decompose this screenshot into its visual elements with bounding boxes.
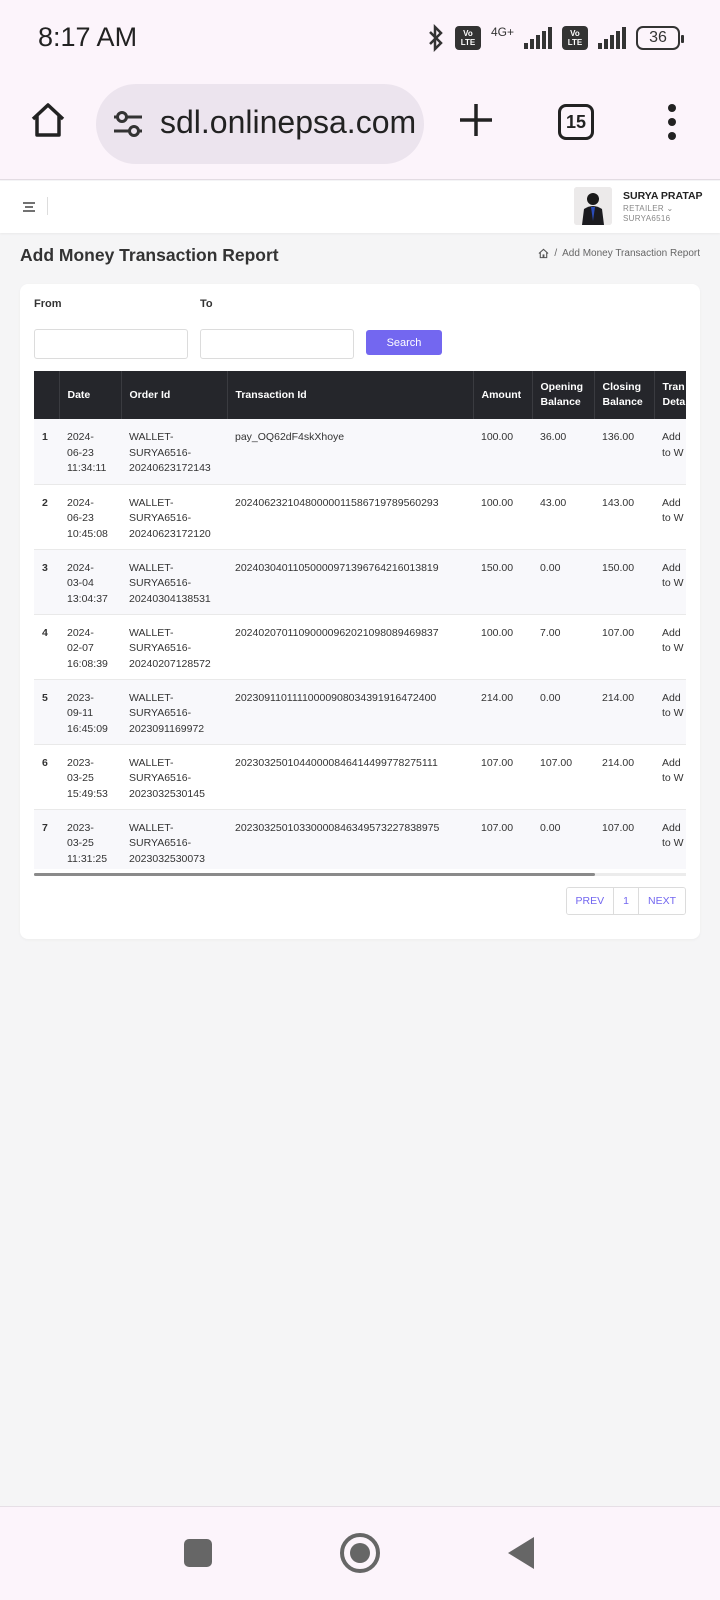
user-name[interactable]: SURYA PRATAP xyxy=(623,190,703,202)
column-header[interactable]: Opening Balance xyxy=(532,371,594,419)
date-cell: 2023- 03-25 15:49:53 xyxy=(59,744,121,809)
signal-icon-2 xyxy=(598,27,626,49)
closing-balance-cell: 136.00 xyxy=(594,419,654,484)
closing-balance-cell: 143.00 xyxy=(594,484,654,549)
page-title: Add Money Transaction Report xyxy=(20,245,279,265)
system-nav-bar xyxy=(0,1506,720,1600)
more-vert-icon[interactable] xyxy=(660,102,684,142)
scrollbar-thumb[interactable] xyxy=(34,873,595,876)
network-type: 4G+ xyxy=(490,25,514,39)
amount-cell: 107.00 xyxy=(473,809,532,869)
transaction-table-container[interactable] xyxy=(34,371,686,869)
transaction-detail-cell: Add to W xyxy=(654,809,686,869)
back-icon[interactable] xyxy=(508,1537,534,1569)
signal-icon xyxy=(524,27,552,49)
transaction-id-cell: pay_OQ62dF4skXhoye xyxy=(227,419,473,484)
column-header[interactable]: Date xyxy=(59,371,121,419)
breadcrumb xyxy=(538,248,700,259)
order-id-cell: WALLET- SURYA6516- 20240304138531 xyxy=(121,549,227,614)
row-number: 4 xyxy=(34,614,59,679)
transaction-detail-cell: Add to W xyxy=(654,549,686,614)
transaction-id-cell: 20240304011050000971396764216013819 xyxy=(227,549,473,614)
status-bar xyxy=(0,0,720,78)
column-header[interactable]: Closing Balance xyxy=(594,371,654,419)
pagination xyxy=(566,887,686,915)
transaction-detail-cell: Add to W xyxy=(654,484,686,549)
transaction-detail-cell: Add to W xyxy=(654,744,686,809)
amount-cell: 100.00 xyxy=(473,614,532,679)
row-number: 7 xyxy=(34,809,59,869)
table-row xyxy=(34,679,686,744)
volte-icon: Vo LTE xyxy=(455,26,481,50)
menu-icon[interactable] xyxy=(22,201,36,213)
opening-balance-cell: 43.00 xyxy=(532,484,594,549)
status-icons xyxy=(427,22,680,54)
opening-balance-cell: 0.00 xyxy=(532,679,594,744)
home-nav-icon[interactable] xyxy=(340,1533,380,1573)
user-code: SURYA6516 xyxy=(623,214,671,223)
row-number: 2 xyxy=(34,484,59,549)
table-row xyxy=(34,614,686,679)
recents-icon[interactable] xyxy=(184,1539,212,1567)
status-time: 8:17 AM xyxy=(38,22,138,52)
opening-balance-cell: 0.00 xyxy=(532,809,594,869)
table-row xyxy=(34,744,686,809)
amount-cell: 150.00 xyxy=(473,549,532,614)
amount-cell: 100.00 xyxy=(473,419,532,484)
order-id-cell: WALLET- SURYA6516- 20240207128572 xyxy=(121,614,227,679)
battery-icon xyxy=(636,26,680,50)
row-number: 3 xyxy=(34,549,59,614)
transaction-id-cell: 20230325010330000846349573227838975 xyxy=(227,809,473,869)
address-bar[interactable] xyxy=(96,84,424,164)
tune-icon[interactable] xyxy=(112,108,144,140)
closing-balance-cell: 107.00 xyxy=(594,809,654,869)
horizontal-scrollbar[interactable] xyxy=(34,873,686,876)
column-header[interactable]: Transaction Id xyxy=(227,371,473,419)
home-icon[interactable] xyxy=(538,248,549,259)
search-button[interactable]: Search xyxy=(366,330,442,355)
battery-level: 36 xyxy=(649,29,667,46)
transaction-id-cell: 20240207011090000962021098089469837 xyxy=(227,614,473,679)
page-number[interactable]: 1 xyxy=(614,888,639,914)
opening-balance-cell: 107.00 xyxy=(532,744,594,809)
transaction-id-cell: 20240623210480000011586719789560293 xyxy=(227,484,473,549)
closing-balance-cell: 107.00 xyxy=(594,614,654,679)
table-row xyxy=(34,419,686,484)
to-label: To xyxy=(200,298,213,310)
amount-cell: 100.00 xyxy=(473,484,532,549)
column-header[interactable]: Tran Deta xyxy=(654,371,686,419)
amount-cell: 214.00 xyxy=(473,679,532,744)
url-text[interactable]: sdl.onlinepsa.com xyxy=(160,104,417,140)
bluetooth-icon xyxy=(427,24,445,52)
closing-balance-cell: 214.00 xyxy=(594,679,654,744)
column-header[interactable]: Order Id xyxy=(121,371,227,419)
breadcrumb-separator: / xyxy=(554,248,558,259)
transaction-id-cell: 20230325010440000846414499778275111 xyxy=(227,744,473,809)
order-id-cell: WALLET- SURYA6516- 2023091169972 xyxy=(121,679,227,744)
volte-icon-2: Vo LTE xyxy=(562,26,588,50)
column-header[interactable]: Amount xyxy=(473,371,532,419)
user-role[interactable]: RETAILER ⌄ xyxy=(623,204,674,213)
order-id-cell: WALLET- SURYA6516- 2023032530145 xyxy=(121,744,227,809)
from-date-input[interactable] xyxy=(34,329,188,359)
amount-cell: 107.00 xyxy=(473,744,532,809)
avatar-silhouette-icon xyxy=(574,187,612,225)
prev-button[interactable]: PREV xyxy=(567,888,615,914)
order-id-cell: WALLET- SURYA6516- 20240623172143 xyxy=(121,419,227,484)
closing-balance-cell: 214.00 xyxy=(594,744,654,809)
from-label: From xyxy=(34,298,62,310)
table-row xyxy=(34,549,686,614)
next-button[interactable]: NEXT xyxy=(639,888,685,914)
closing-balance-cell: 150.00 xyxy=(594,549,654,614)
opening-balance-cell: 36.00 xyxy=(532,419,594,484)
transaction-detail-cell: Add to W xyxy=(654,679,686,744)
date-cell: 2023- 03-25 11:31:25 xyxy=(59,809,121,869)
transaction-detail-cell: Add to W xyxy=(654,419,686,484)
date-cell: 2024- 06-23 11:34:11 xyxy=(59,419,121,484)
column-header[interactable] xyxy=(34,371,59,419)
table-header-row xyxy=(34,371,686,419)
report-card xyxy=(20,284,700,939)
date-cell: 2024- 03-04 13:04:37 xyxy=(59,549,121,614)
breadcrumb-current: Add Money Transaction Report xyxy=(562,248,700,259)
order-id-cell: WALLET- SURYA6516- 20240623172120 xyxy=(121,484,227,549)
home-icon[interactable] xyxy=(28,100,68,140)
row-number: 1 xyxy=(34,419,59,484)
transaction-id-cell: 20230911011110000908034391916472400 xyxy=(227,679,473,744)
opening-balance-cell: 0.00 xyxy=(532,549,594,614)
row-number: 5 xyxy=(34,679,59,744)
date-cell: 2024- 02-07 16:08:39 xyxy=(59,614,121,679)
date-cell: 2024- 06-23 10:45:08 xyxy=(59,484,121,549)
avatar[interactable] xyxy=(574,187,612,225)
to-date-input[interactable] xyxy=(200,329,354,359)
opening-balance-cell: 7.00 xyxy=(532,614,594,679)
tabs-button[interactable]: 15 xyxy=(558,104,594,140)
table-body xyxy=(34,419,686,869)
table-row xyxy=(34,809,686,869)
plus-icon[interactable] xyxy=(456,100,496,140)
date-cell: 2023- 09-11 16:45:09 xyxy=(59,679,121,744)
row-number: 6 xyxy=(34,744,59,809)
browser-toolbar xyxy=(0,78,720,180)
header-divider xyxy=(47,197,48,215)
order-id-cell: WALLET- SURYA6516- 2023032530073 xyxy=(121,809,227,869)
transaction-detail-cell: Add to W xyxy=(654,614,686,679)
table-row xyxy=(34,484,686,549)
app-header xyxy=(0,181,720,233)
transaction-table xyxy=(34,371,686,869)
